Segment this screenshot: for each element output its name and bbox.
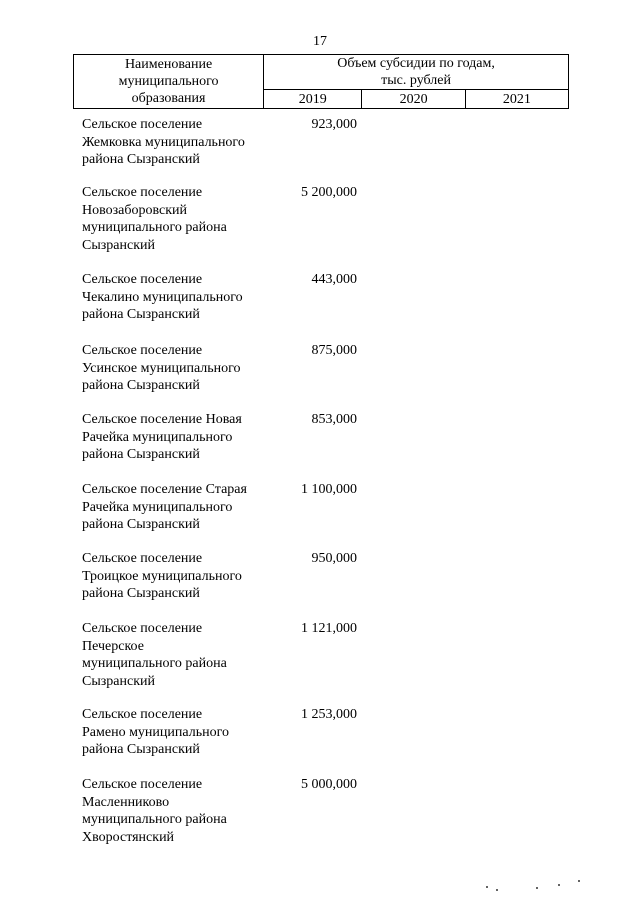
name-line: Масленниково	[82, 794, 170, 810]
name-line: муниципального района	[82, 656, 227, 671]
name-line: Троицкое муниципального	[82, 568, 242, 584]
value-2019: 875,000	[311, 343, 357, 358]
scan-artifact-marks	[480, 880, 580, 892]
municipality-name	[82, 342, 272, 395]
value-2019: 1 121,000	[301, 621, 357, 636]
name-line: Сельское поселение	[82, 343, 203, 358]
name-line: муниципального района	[82, 812, 227, 827]
scan-speck	[578, 880, 580, 882]
scan-speck	[486, 886, 488, 888]
header-year-2019: 2019	[264, 90, 362, 109]
municipality-name	[82, 271, 272, 324]
scan-speck	[558, 884, 560, 886]
municipality-name	[82, 706, 272, 759]
header-subsidy-line: тыс. рублей	[381, 73, 451, 88]
municipality-name	[82, 481, 272, 534]
name-line: Сельское поселение	[82, 707, 203, 722]
header-year-2020: 2020	[362, 90, 465, 109]
municipality-name	[82, 184, 272, 254]
municipality-name	[82, 411, 272, 464]
header-subsidy-line: Объем субсидии по годам,	[337, 56, 495, 71]
name-line: Сельское поселение Старая	[82, 482, 247, 497]
header-year-2021: 2021	[465, 90, 568, 109]
value-2019: 950,000	[311, 551, 357, 566]
header-name-line: Наименование	[124, 57, 213, 72]
value-2019: 5 200,000	[301, 185, 357, 200]
name-line: муниципального района	[82, 220, 227, 235]
header-name-column	[74, 55, 264, 109]
value-2019: 5 000,000	[301, 777, 357, 792]
page-number: 17	[313, 34, 327, 49]
value-2019: 853,000	[311, 412, 357, 427]
name-line: района Сызранский	[82, 742, 200, 757]
name-line: Сельское поселение	[82, 621, 203, 636]
name-line: района Сызранский	[82, 447, 200, 462]
value-2019: 443,000	[311, 272, 357, 287]
name-line: Рачейка муниципального	[82, 429, 233, 445]
name-line: Сельское поселение	[82, 185, 203, 200]
name-line: Сызранский	[82, 237, 155, 253]
name-line: Сельское поселение	[82, 551, 203, 566]
table-header	[73, 54, 569, 109]
name-line: района Сызранский	[82, 586, 200, 601]
name-line: района Сызранский	[82, 152, 200, 167]
municipality-name	[82, 550, 272, 603]
name-line: Рамено муниципального	[82, 724, 229, 740]
name-line: Жемковка муниципального	[82, 134, 245, 150]
name-line: Сельское поселение Новая	[82, 412, 242, 427]
name-line: Сельское поселение	[82, 272, 203, 287]
name-line: Новозаборовский	[82, 202, 188, 218]
name-line: Хворостянский	[82, 829, 175, 845]
name-line: Печерское	[82, 638, 144, 654]
name-line: района Сызранский	[82, 307, 200, 322]
value-2019: 1 100,000	[301, 482, 357, 497]
name-line: Сельское поселение	[82, 777, 203, 792]
municipality-name	[82, 620, 272, 690]
header-subsidy-column	[264, 55, 569, 90]
name-line: района Сызранский	[82, 378, 200, 393]
name-line: Сельское поселение	[82, 117, 203, 132]
scan-speck	[536, 887, 538, 889]
municipality-name	[82, 116, 272, 169]
scan-speck	[496, 889, 498, 891]
municipality-name	[82, 776, 272, 846]
name-line: района Сызранский	[82, 517, 200, 532]
value-2019: 1 253,000	[301, 707, 357, 722]
header-name-line: образования	[131, 91, 206, 106]
name-line: Рачейка муниципального	[82, 499, 233, 515]
name-line: Усинское муниципального	[82, 360, 241, 376]
value-2019: 923,000	[311, 117, 357, 132]
name-line: Чекалино муниципального	[82, 289, 243, 305]
header-name-line: муниципального	[118, 74, 219, 89]
name-line: Сызранский	[82, 673, 155, 689]
